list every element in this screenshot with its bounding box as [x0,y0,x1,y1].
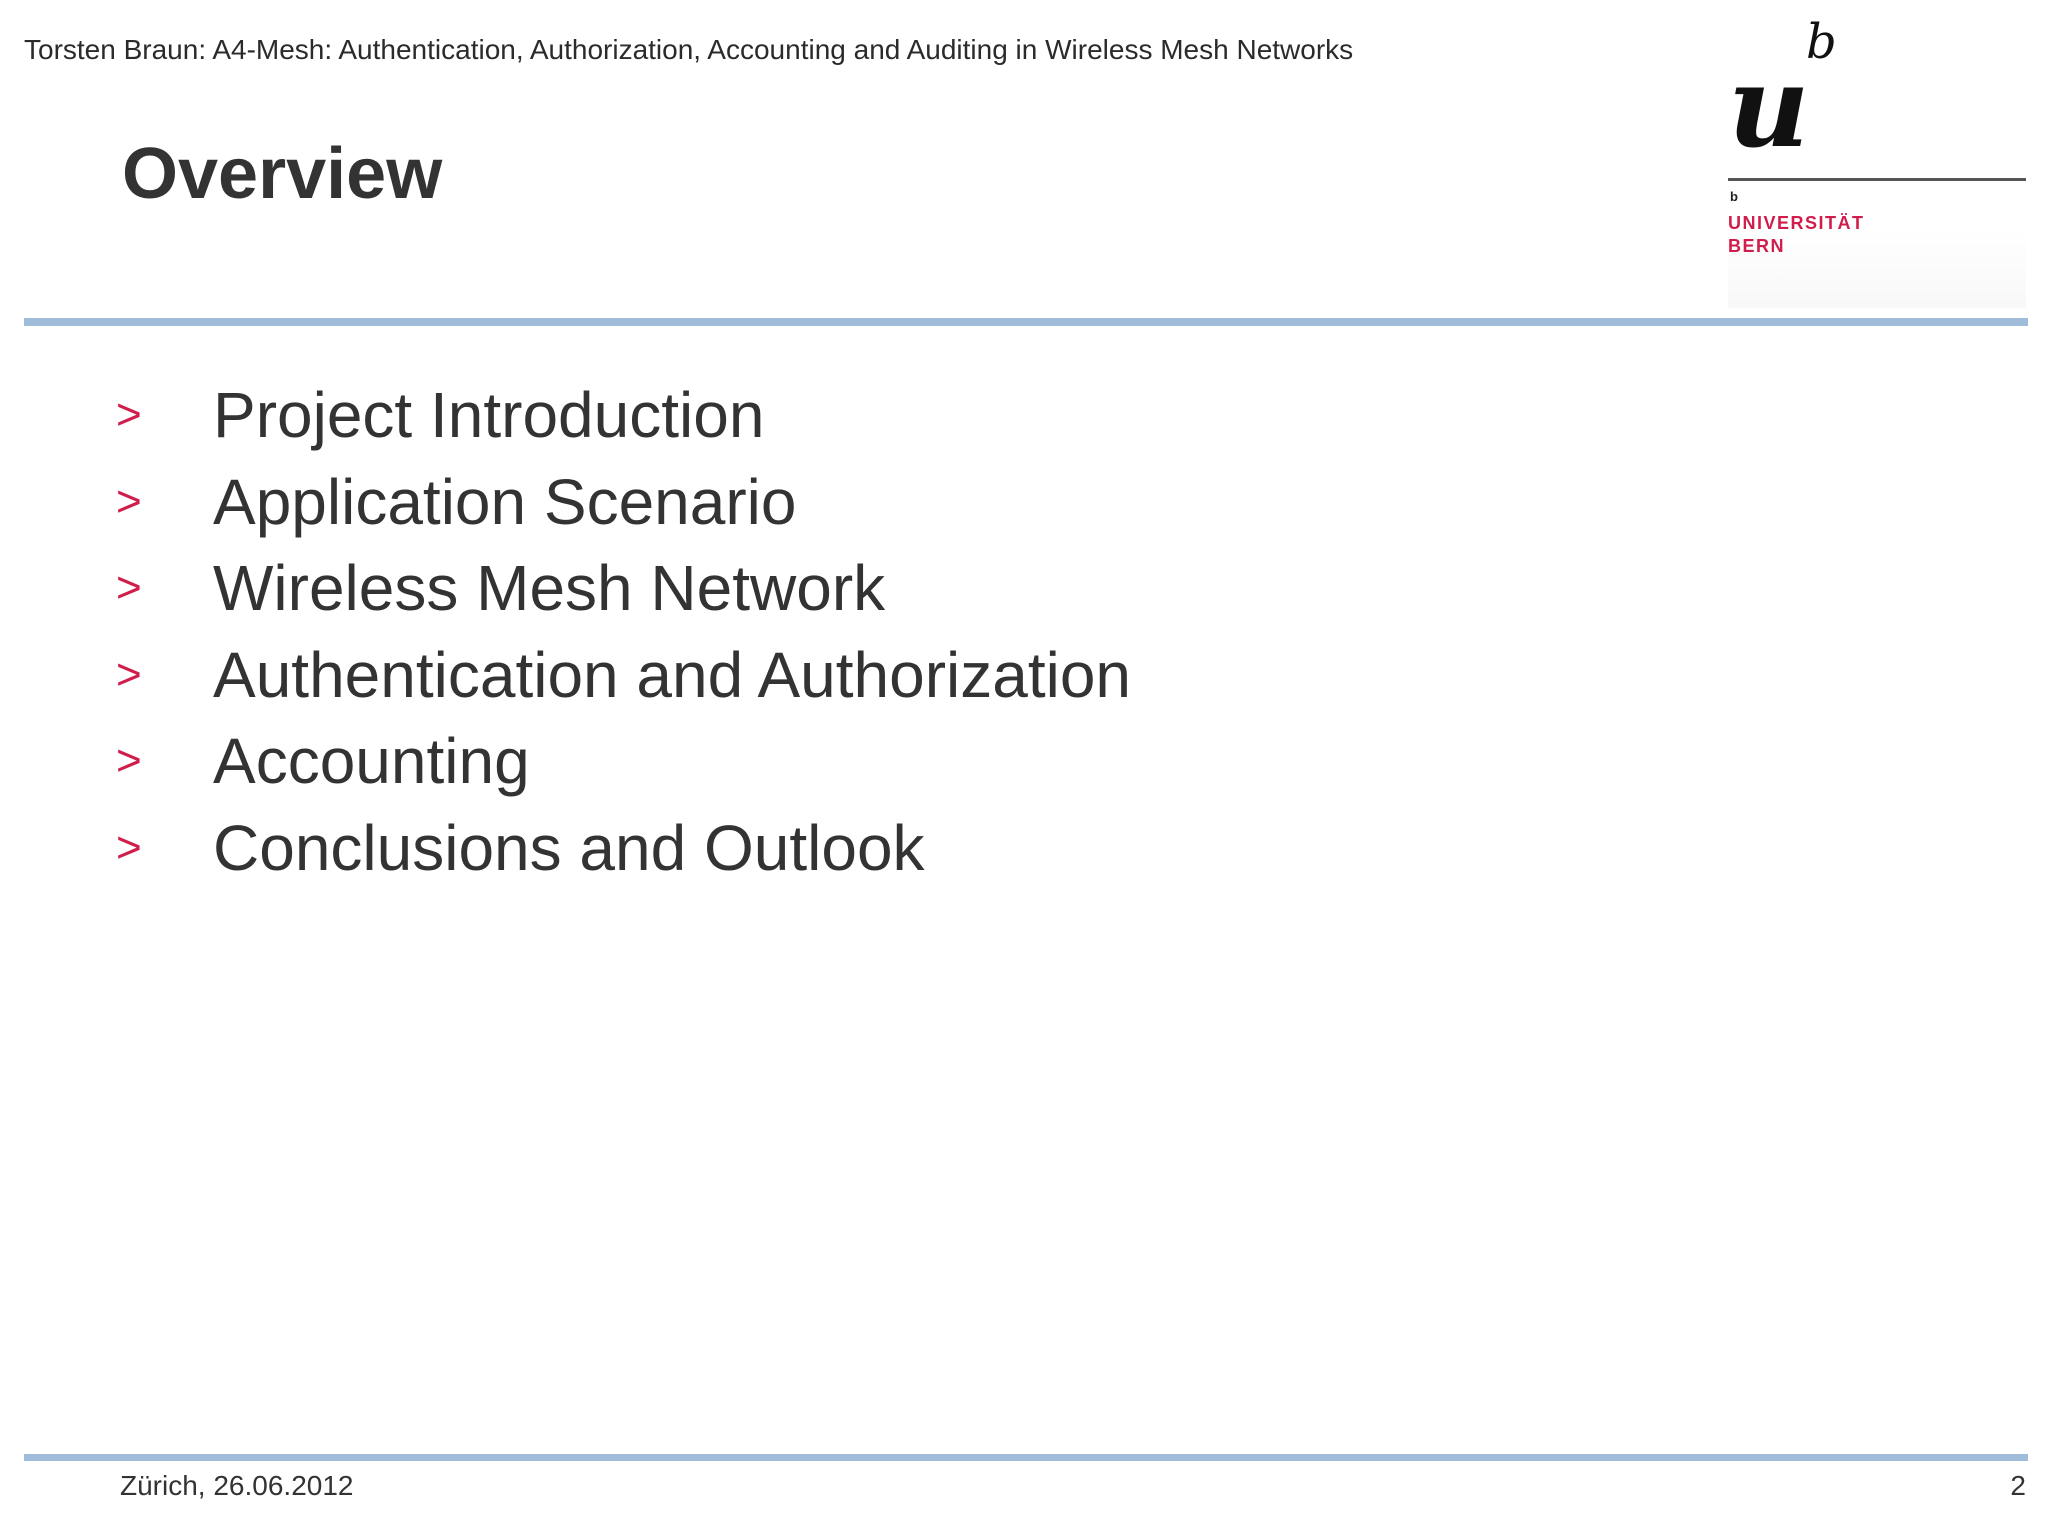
logo-bern-text: BERN [1728,236,1786,256]
slide-title: Overview [122,134,443,214]
agenda-item-label: Application Scenario [213,465,797,538]
university-logo [1728,14,2026,308]
footer-divider [24,1454,2028,1461]
agenda-item-label: Project Introduction [213,379,765,452]
footer-location-date: Zürich, 26.06.2012 [120,1470,354,1501]
agenda-item [116,718,1416,805]
bullet-chevron: > [116,822,142,872]
agenda-item [116,805,1416,892]
agenda-item [116,372,1416,459]
header-divider [24,318,2028,326]
bullet-chevron: > [116,476,142,526]
page-number: 2 [2010,1470,2026,1501]
logo-divider [1728,178,2026,181]
logo-university-text: UNIVERSITÄT [1728,213,1865,233]
bullet-chevron: > [116,390,142,440]
agenda-list [116,372,1416,891]
logo-wordmark [1728,212,1865,258]
presentation-header: Torsten Braun: A4-Mesh: Authentication, Authorization, Accounting and Auditing in Wireless Mesh Networks [24,34,1354,65]
agenda-item-label: Accounting [213,725,530,798]
agenda-item [116,545,1416,632]
agenda-item-label: Conclusions and Outlook [213,811,925,884]
logo-b-superscript: b [1806,14,1837,70]
bullet-chevron: > [116,736,142,786]
bullet-chevron: > [116,649,142,699]
bullet-chevron: > [116,563,142,613]
logo-u-mark: u [1728,42,1806,173]
logo-small-mark: b [1730,189,1738,204]
agenda-item-label: Authentication and Authorization [213,638,1131,711]
agenda-item [116,632,1416,719]
agenda-item [116,459,1416,546]
agenda-item-label: Wireless Mesh Network [213,552,886,625]
